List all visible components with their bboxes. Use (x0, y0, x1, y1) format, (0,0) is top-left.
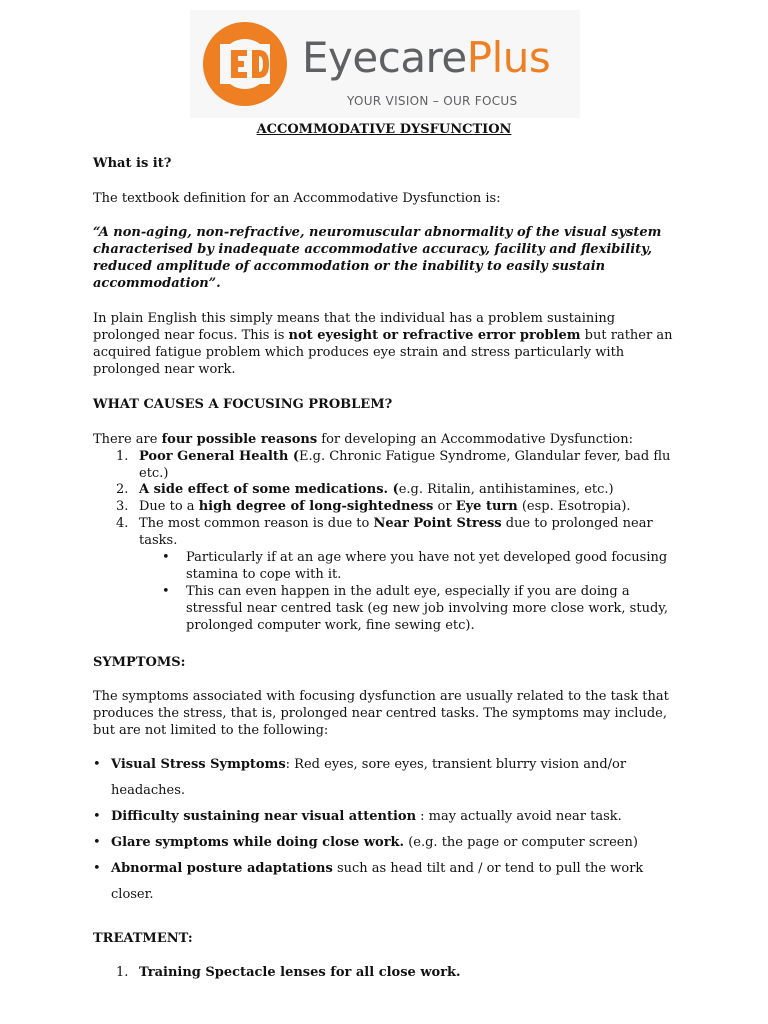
text-run: etc.) (139, 466, 169, 481)
paragraph-line: but are not limited to the following: (93, 723, 329, 738)
text-run: prolonged near focus. This is (93, 328, 289, 343)
bullet-icon: • (93, 809, 101, 824)
sub-bullet-item (162, 549, 682, 583)
treatment-heading: TREATMENT: (93, 931, 193, 946)
text-run: for developing an Accommodative Dysfunction: (317, 432, 633, 447)
bullet-icon: • (93, 861, 101, 876)
bullet-line: stamina to cope with it. (186, 567, 342, 582)
causes-intro (93, 431, 683, 448)
brand-name (302, 34, 550, 82)
text-run: : may actually avoid near task. (416, 809, 622, 824)
quote-line: characterised by inadequate accommodative accuracy, facility and flexibility, (93, 242, 653, 257)
bullet-line: Particularly if at an age where you have not yet developed good focusing (186, 550, 668, 565)
emphasis-text: Visual Stress Symptoms (111, 757, 286, 772)
text-run: (e.g. the page or computer screen) (404, 835, 638, 850)
plain-english-paragraph (93, 310, 683, 378)
text-run: The most common reason is due to (139, 516, 374, 531)
symptoms-heading: SYMPTOMS: (93, 655, 186, 670)
paragraph-line: acquired fatigue problem which produces eye strain and stress particularly with (93, 345, 625, 360)
text-run: tasks. (139, 533, 178, 548)
treatment-list (116, 964, 686, 981)
paragraph-line: prolonged near work. (93, 362, 236, 377)
bullet-icon: • (93, 757, 101, 772)
treatment-item-text: Training Spectacle lenses for all close work. (139, 965, 461, 980)
brand-name-part2: Plus (466, 33, 551, 82)
brand-tagline: YOUR VISION – OUR FOCUS (347, 94, 518, 108)
paragraph-line (93, 327, 683, 344)
emphasis-text: Poor General Health ( (139, 449, 300, 464)
bullet-icon: • (93, 835, 101, 850)
sub-bullet-item (162, 583, 682, 634)
list-number: 3. (116, 499, 129, 514)
text-run: headaches. (111, 783, 186, 798)
paragraph-line: produces the stress, that is, prolonged near centred tasks. The symptoms may include, (93, 706, 667, 721)
text-run: : Red eyes, sore eyes, transient blurry vision and/or (285, 757, 627, 772)
text-run: but rather an (580, 328, 673, 343)
definition-intro: The textbook definition for an Accommodative Dysfunction is: (93, 191, 501, 206)
quote-line: reduced amplitude of accommodation or the inability to easily sustain (93, 259, 606, 274)
paragraph-line: In plain English this simply means that the individual has a problem sustaining (93, 311, 616, 326)
emphasis-text: Glare symptoms while doing close work. (111, 835, 405, 850)
causes-heading: WHAT CAUSES A FOCUSING PROBLEM? (93, 397, 393, 412)
emphasis-text: Near Point Stress (373, 516, 502, 531)
list-number: 4. (116, 516, 129, 531)
text-run: closer. (111, 887, 154, 902)
document-title: ACCOMMODATIVE DYSFUNCTION (256, 122, 512, 137)
definition-quote (93, 224, 683, 292)
paragraph-line: The symptoms associated with focusing dysfunction are usually related to the task that (93, 689, 669, 704)
text-run: or (433, 499, 456, 514)
text-run: e.g. Ritalin, antihistamines, etc.) (398, 482, 614, 497)
list-number: 2. (116, 482, 129, 497)
brand-name-part1: Eyecare (302, 33, 467, 82)
ep-monogram-icon (190, 10, 300, 118)
emphasis-text: high degree of long-sightedness (198, 499, 434, 514)
text-run: due to prolonged near (501, 516, 653, 531)
bullet-line: This can even happen in the adult eye, especially if you are doing a (186, 584, 630, 599)
symptoms-paragraph (93, 688, 683, 739)
text-run: such as head tilt and / or tend to pull the work (332, 861, 644, 876)
list-item (116, 964, 686, 981)
quote-line: “A non-aging, non-refractive, neuromuscular abnormality of the visual system (93, 225, 662, 240)
list-number: 1. (116, 965, 129, 980)
text-run: (esp. Esotropia). (517, 499, 631, 514)
list-number: 1. (116, 449, 129, 464)
emphasis-text: A side effect of some medications. ( (139, 482, 399, 497)
eyecare-plus-logo (190, 10, 580, 118)
emphasis-text: Abnormal posture adaptations (111, 861, 333, 876)
emphasis-text: Difficulty sustaining near visual attention (111, 809, 417, 824)
bullet-line: stressful near centred task (eg new job involving more close work, study, (186, 601, 669, 616)
bullet-line: prolonged computer work, fine sewing etc). (186, 618, 475, 633)
emphasis-text: four possible reasons (161, 432, 318, 447)
text-run: There are (93, 432, 162, 447)
bullet-icon: • (162, 584, 170, 599)
emphasis-text: not eyesight or refractive error problem (288, 328, 581, 343)
bullet-icon: • (162, 550, 170, 565)
what-is-it-heading: What is it? (93, 156, 172, 171)
text-run: Due to a (139, 499, 199, 514)
sub-bullet-list (162, 549, 682, 634)
emphasis-text: Eye turn (455, 499, 518, 514)
quote-line: accommodation”. (93, 276, 221, 291)
text-run: E.g. Chronic Fatigue Syndrome, Glandular fever, bad flu (299, 449, 671, 464)
